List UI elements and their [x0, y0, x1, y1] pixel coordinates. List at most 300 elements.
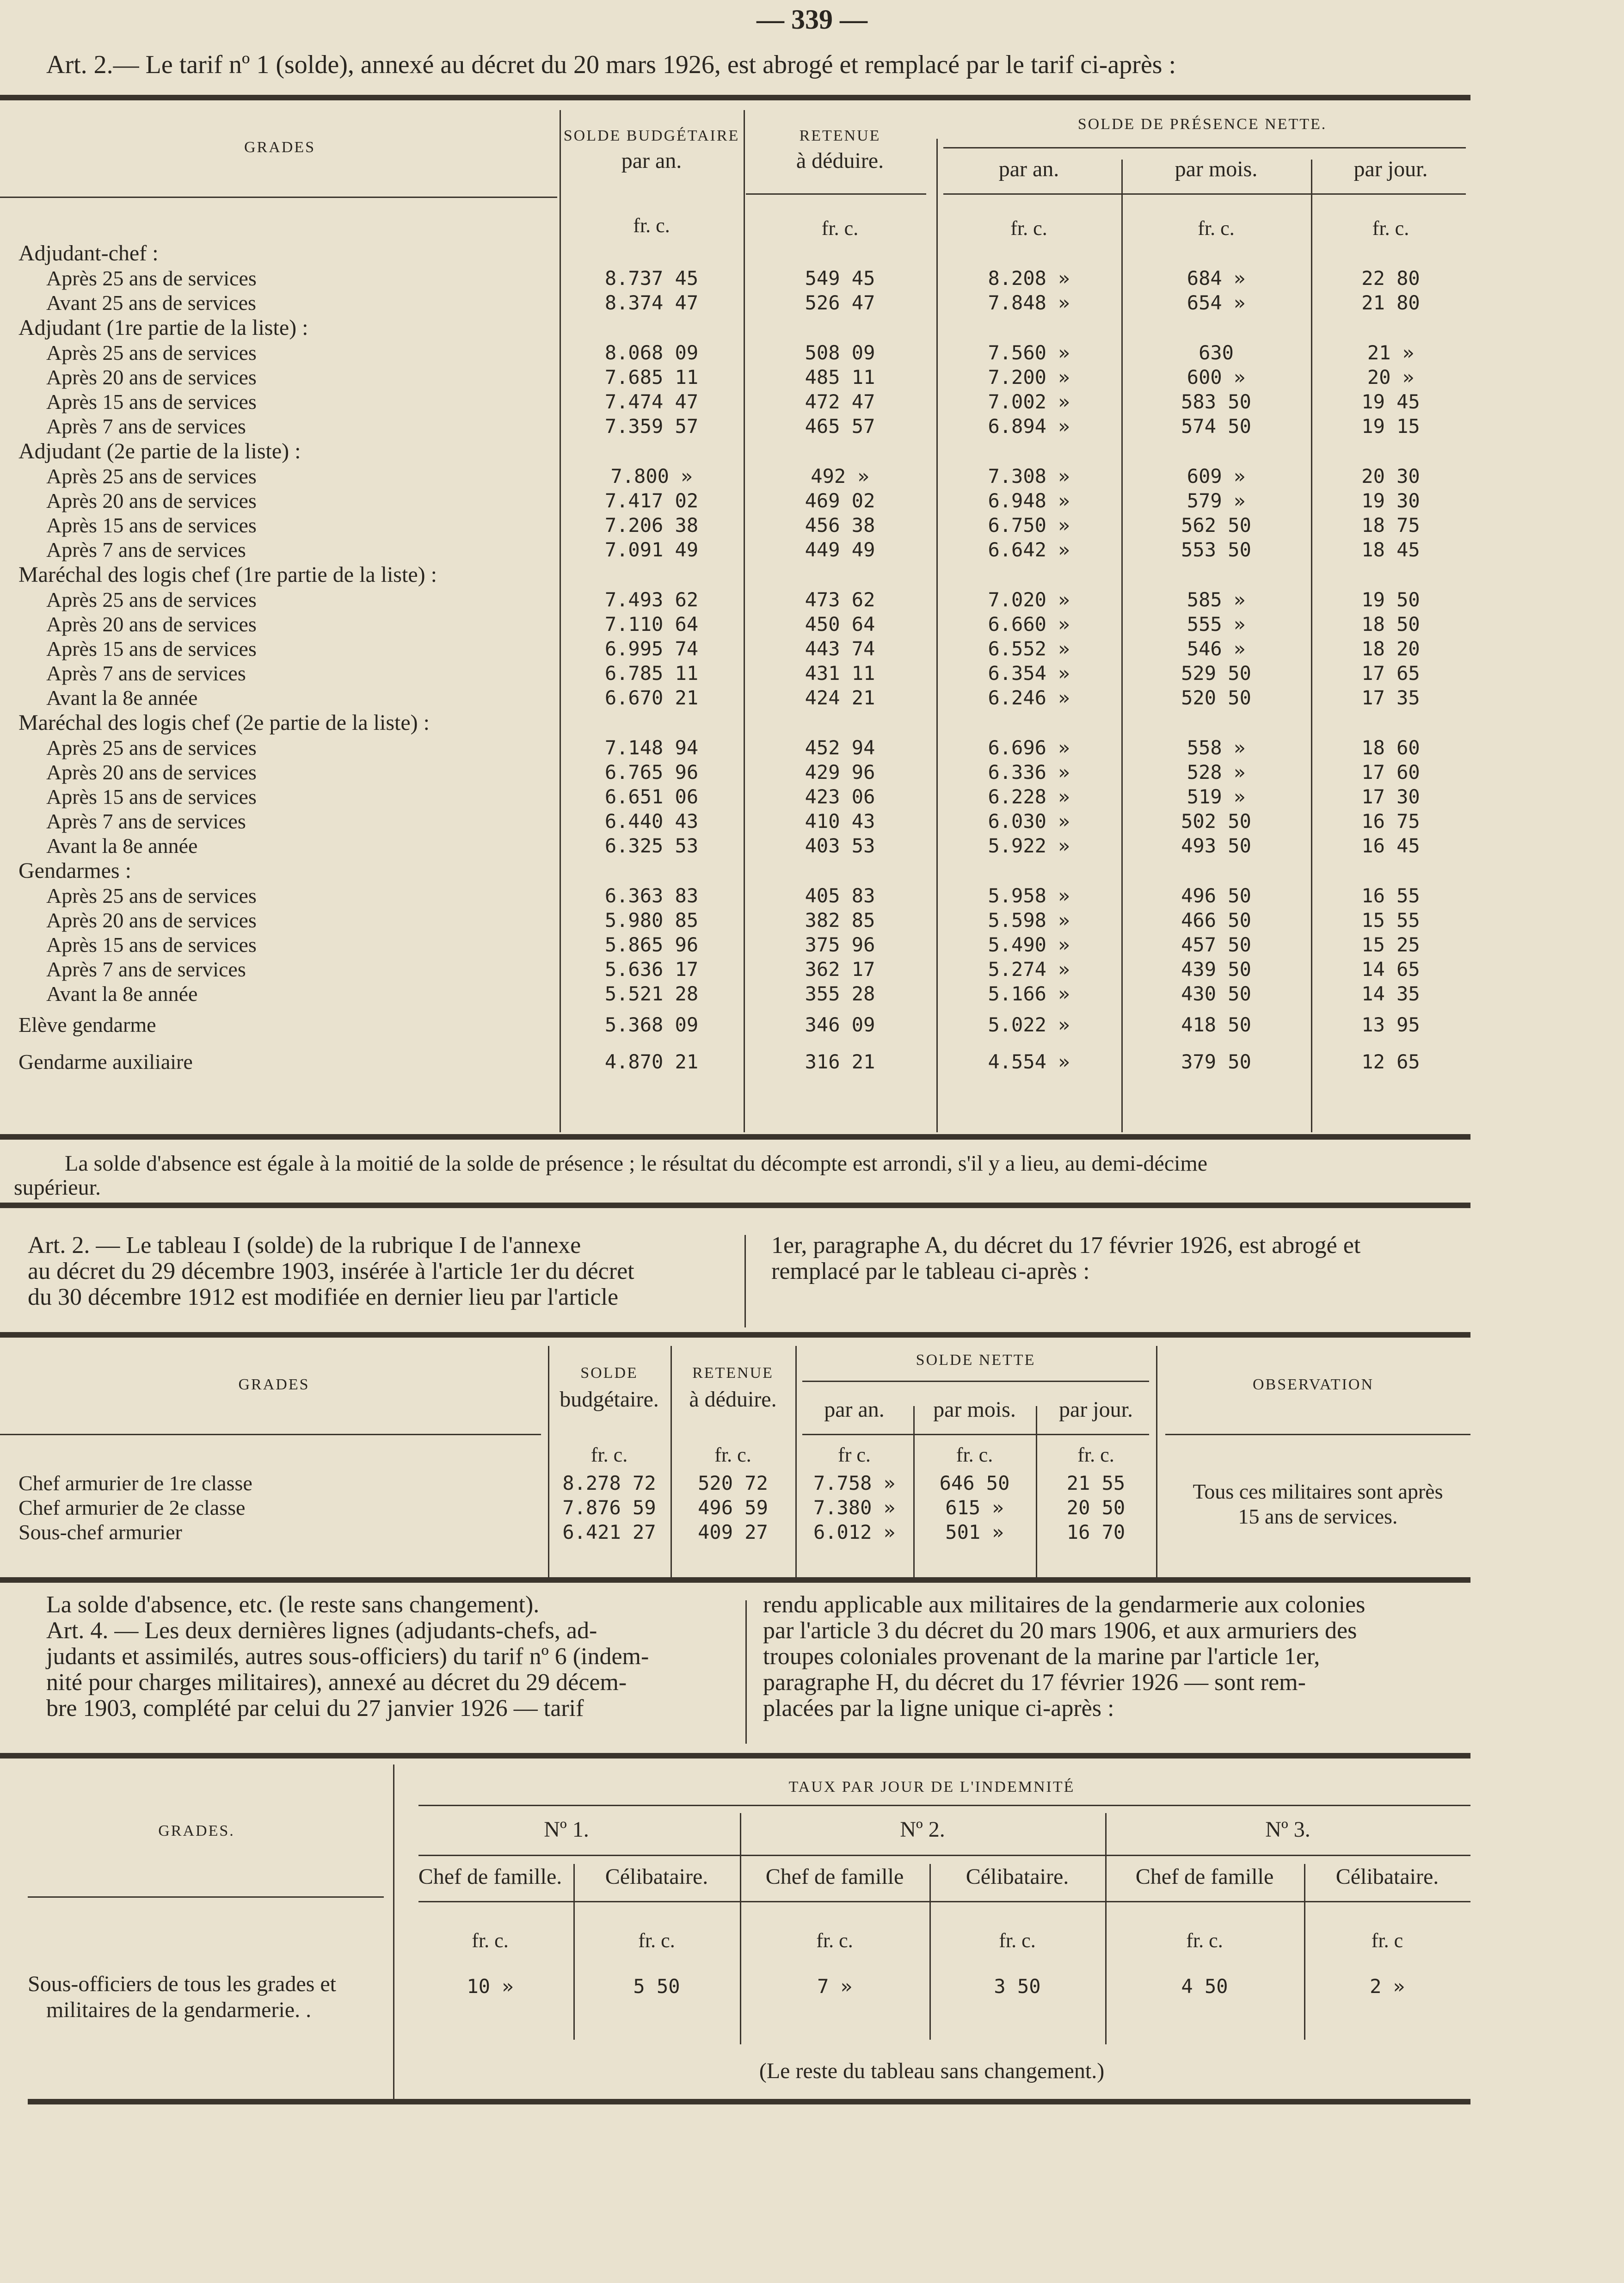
row-label: Après 7 ans de services [46, 957, 246, 981]
table-cell: 7.685 11 [604, 366, 699, 389]
table-cell: 6.421 27 [562, 1521, 656, 1543]
header-par-jour: par jour. [1059, 1397, 1133, 1422]
table-cell: 7.200 » [988, 366, 1070, 389]
header-n2: Nº 2. [900, 1817, 945, 1842]
unit-label: fr. c. [821, 217, 859, 240]
table-row [18, 513, 1470, 537]
table-cell: 4.870 21 [604, 1050, 699, 1073]
table-cell: 7 » [817, 1975, 852, 1998]
table-cell: 431 11 [805, 662, 875, 685]
table-cell: 7.800 » [610, 465, 693, 487]
header-n1: Nº 1. [544, 1817, 589, 1842]
header-solde-budgetaire: SOLDE BUDGÉTAIRE [563, 127, 740, 144]
table-cell: 14 65 [1361, 958, 1420, 981]
table-cell: 18 45 [1361, 538, 1420, 561]
table-cell: 410 43 [805, 810, 875, 833]
table-cell: 18 75 [1361, 514, 1420, 537]
note-solde-absence-cont: supérieur. [14, 1175, 101, 1200]
text-line: Sous-officiers de tous les grades et [28, 1972, 336, 1996]
table-cell: 409 27 [698, 1521, 768, 1543]
table-cell: 17 35 [1361, 686, 1420, 709]
row-label: Chef armurier de 2e classe [18, 1496, 246, 1519]
table-cell: 485 11 [805, 366, 875, 389]
table-cell [744, 858, 936, 883]
table-cell: 585 » [1187, 588, 1246, 611]
table-cell: 452 94 [805, 736, 875, 759]
header-celib-1: Célibataire. [605, 1864, 708, 1889]
table-3-footer: (Le reste du tableau sans changement.) [759, 2059, 1105, 2083]
table-row [18, 612, 1470, 636]
table-cell: 346 09 [805, 1013, 875, 1036]
table-cell [560, 710, 744, 735]
header-par-jour: par jour. [1353, 157, 1428, 181]
table-cell [560, 241, 744, 266]
header-solde-nette: SOLDE NETTE [916, 1351, 1036, 1369]
table-cell: 19 30 [1361, 489, 1420, 512]
row-label: Après 20 ans de services [46, 760, 257, 784]
header-retenue: RETENUE [692, 1364, 774, 1382]
table-cell: 654 » [1187, 291, 1246, 314]
table-cell: 7.493 62 [604, 588, 699, 611]
row-label: Sous-chef armurier [18, 1520, 182, 1544]
text-line: au décret du 29 décembre 1903, insérée à l'article 1er du décret [28, 1258, 634, 1284]
table-cell: 15 25 [1361, 933, 1420, 956]
text-line: placées par la ligne unique ci-après : [763, 1695, 1114, 1722]
table-cell: 526 47 [805, 291, 875, 314]
page-number: — 339 — [757, 4, 867, 35]
table-cell [936, 315, 1121, 340]
row-label: Après 25 ans de services [46, 736, 257, 759]
table-2-body [18, 1471, 1156, 1544]
table-cell: 20 30 [1361, 465, 1420, 487]
text-line: Art. 4. — Les deux dernières lignes (adjudants-chefs, ad- [46, 1617, 597, 1644]
table-row [18, 981, 1470, 1006]
table-cell: 496 59 [698, 1496, 768, 1519]
table-cell: 6.030 » [988, 810, 1070, 833]
group-label: Gendarmes : [18, 858, 131, 883]
row-label: Après 25 ans de services [46, 341, 257, 364]
row-label: Elève gendarme [18, 1012, 156, 1037]
table-cell: 6.948 » [988, 489, 1070, 512]
table-cell: 18 60 [1361, 736, 1420, 759]
table-cell: 615 » [945, 1496, 1004, 1519]
table-row [18, 340, 1470, 365]
header-retenue: RETENUE [799, 127, 881, 144]
article-4-right-paragraph [763, 1592, 1365, 1722]
row-label: Après 20 ans de services [46, 489, 257, 512]
table-cell: 375 96 [805, 933, 875, 956]
table-cell: 600 » [1187, 366, 1246, 389]
table-cell: 684 » [1187, 267, 1246, 290]
table-cell [1311, 562, 1470, 587]
table-row [18, 833, 1470, 858]
table-cell: 6.642 » [988, 538, 1070, 561]
table-cell [744, 562, 936, 587]
unit-label: fr. c. [999, 1929, 1036, 1952]
table-cell: 473 62 [805, 588, 875, 611]
unit-label: fr. c. [638, 1929, 675, 1952]
table-cell: 423 06 [805, 785, 875, 808]
header-grades: GRADES [238, 1376, 310, 1393]
row-label: Avant la 8e année [46, 982, 198, 1006]
note-solde-absence: La solde d'absence est égale à la moitié de la solde de présence ; le résultat du décompte est arrondi, s'il y a lieu, au demi-décime [65, 1151, 1208, 1176]
table-cell: 496 50 [1181, 884, 1251, 907]
table-row [18, 957, 1470, 981]
text-line: du 30 décembre 1912 est modifiée en dernier lieu par l'article [28, 1284, 619, 1310]
row-label: Avant la 8e année [46, 686, 198, 710]
table-cell: 403 53 [805, 834, 875, 857]
table-cell [1121, 438, 1311, 464]
table-cell: 7.110 64 [604, 613, 699, 636]
table-row [18, 636, 1470, 661]
table-cell [744, 438, 936, 464]
table-row [18, 488, 1470, 513]
table-cell: 7.091 49 [604, 538, 699, 561]
table-cell [1311, 315, 1470, 340]
table-cell [744, 315, 936, 340]
row-label: Après 15 ans de services [46, 513, 257, 537]
row-label: Après 25 ans de services [46, 464, 257, 488]
table-cell: 449 49 [805, 538, 875, 561]
unit-label: fr. c. [1077, 1444, 1114, 1466]
unit-label: fr. c. [714, 1444, 751, 1466]
header-celib-3: Célibataire. [1335, 1864, 1439, 1889]
group-label: Maréchal des logis chef (2e partie de la liste) : [18, 710, 430, 735]
unit-label: fr. c. [816, 1929, 853, 1952]
table-cell: 5.022 » [988, 1013, 1070, 1036]
table-cell: 5.490 » [988, 933, 1070, 956]
unit-label: fr. c [1371, 1929, 1403, 1952]
table-cell [1121, 315, 1311, 340]
header-n3: Nº 3. [1265, 1817, 1310, 1842]
table-cell: 609 » [1187, 465, 1246, 487]
table-cell: 443 74 [805, 637, 875, 660]
table-cell: 457 50 [1181, 933, 1251, 956]
row-label: Après 20 ans de services [46, 612, 257, 636]
table-cell: 21 55 [1066, 1472, 1126, 1494]
table-cell: 5.636 17 [604, 958, 699, 981]
table-row [18, 685, 1470, 710]
table-group-row [18, 241, 1470, 266]
table-cell: 355 28 [805, 982, 875, 1005]
table-cell: 6.552 » [988, 637, 1070, 660]
table-cell: 6.750 » [988, 514, 1070, 537]
table-cell: 5.980 85 [604, 909, 699, 932]
table-cell: 6.325 53 [604, 834, 699, 857]
table-cell: 316 21 [805, 1050, 875, 1073]
row-label: Après 25 ans de services [46, 266, 257, 290]
header-par-mois: par mois. [933, 1397, 1016, 1422]
row-label: Après 7 ans de services [46, 414, 246, 438]
group-label: Adjudant-chef : [18, 241, 159, 265]
row-label: Après 7 ans de services [46, 538, 246, 561]
table-cell: 17 30 [1361, 785, 1420, 808]
unit-label: fr. c. [633, 214, 670, 237]
table-cell: 6.995 74 [604, 637, 699, 660]
table-cell: 5.598 » [988, 909, 1070, 932]
table-cell: 7.876 59 [562, 1496, 656, 1519]
row-label: Avant 25 ans de services [46, 291, 256, 315]
table-cell: 549 45 [805, 267, 875, 290]
table-cell [744, 241, 936, 266]
table-cell: 7.474 47 [604, 390, 699, 413]
table-cell [560, 315, 744, 340]
row-label: Après 20 ans de services [46, 365, 257, 389]
table-cell: 405 83 [805, 884, 875, 907]
table-cell [936, 438, 1121, 464]
table-cell: 430 50 [1181, 982, 1251, 1005]
table-cell: 6.440 43 [604, 810, 699, 833]
unit-label: fr. c. [1010, 217, 1047, 240]
table-cell [936, 858, 1121, 883]
text-line: nité pour charges militaires), annexé au décret du 29 décem- [46, 1669, 627, 1696]
table-cell: 579 » [1187, 489, 1246, 512]
table-cell: 529 50 [1181, 662, 1251, 685]
header-chef-3: Chef de famille [1135, 1864, 1274, 1889]
table-cell: 21 80 [1361, 291, 1420, 314]
table-cell: 5.865 96 [604, 933, 699, 956]
table-cell: 19 15 [1361, 415, 1420, 438]
table-cell: 555 » [1187, 613, 1246, 636]
header-solde: SOLDE [580, 1364, 638, 1382]
table-cell: 520 50 [1181, 686, 1251, 709]
header-celib-2: Célibataire. [966, 1864, 1069, 1889]
table-cell [936, 241, 1121, 266]
header-taux: TAUX PAR JOUR DE L'INDEMNITÉ [788, 1778, 1075, 1796]
table-cell: 6.894 » [988, 415, 1070, 438]
table-cell: 7.758 » [813, 1472, 895, 1494]
table-cell: 508 09 [805, 341, 875, 364]
table-cell: 21 » [1367, 341, 1415, 364]
table-cell: 3 50 [994, 1975, 1041, 1998]
table-cell: 5.368 09 [604, 1013, 699, 1036]
table-cell: 6.363 83 [604, 884, 699, 907]
table-cell: 8.208 » [988, 267, 1070, 290]
text-line: militaires de la gendarmerie. . [46, 1998, 312, 2022]
table-cell: 6.765 96 [604, 761, 699, 784]
row-label: Après 15 ans de services [46, 933, 257, 956]
text-line: La solde d'absence, etc. (le reste sans changement). [46, 1592, 540, 1618]
table-row [18, 883, 1470, 908]
table-cell: 2 » [1370, 1975, 1405, 1998]
row-label: Après 20 ans de services [46, 908, 257, 932]
table-row [18, 587, 1470, 612]
article-2-left-paragraph [28, 1233, 634, 1310]
header-par-an: par an. [998, 157, 1059, 181]
unit-label: fr. c. [1186, 1929, 1223, 1952]
table-cell: 5.922 » [988, 834, 1070, 857]
table-cell: 5.958 » [988, 884, 1070, 907]
table-cell: 492 » [811, 465, 869, 487]
table-cell: 382 85 [805, 909, 875, 932]
header-retenue-sub: à déduire. [689, 1387, 777, 1412]
text-line: Tous ces militaires sont après [1193, 1480, 1443, 1503]
table-cell: 20 » [1367, 366, 1415, 389]
table-cell [1121, 710, 1311, 735]
header-chef-2: Chef de famille [765, 1864, 904, 1889]
table-cell [744, 710, 936, 735]
text-line: rendu applicable aux militaires de la gendarmerie aux colonies [763, 1592, 1366, 1618]
header-solde-sub: budgétaire. [560, 1387, 659, 1412]
article-4-left-paragraph [46, 1592, 649, 1722]
table-cell [1121, 858, 1311, 883]
row-label: Après 25 ans de services [46, 588, 257, 611]
table-cell: 7.359 57 [604, 415, 699, 438]
table-cell: 5.274 » [988, 958, 1070, 981]
table-cell: 501 » [945, 1521, 1004, 1543]
table-3-row-label [28, 1971, 336, 2023]
table-cell: 8.737 45 [604, 267, 699, 290]
text-line: par l'article 3 du décret du 20 mars 1906, et aux armuriers des [763, 1617, 1357, 1644]
table-cell: 493 50 [1181, 834, 1251, 857]
header-par-an: par an. [824, 1397, 885, 1422]
table-cell: 19 50 [1361, 588, 1420, 611]
table-cell: 6.228 » [988, 785, 1070, 808]
table-row [18, 1471, 1156, 1495]
table-cell: 7.002 » [988, 390, 1070, 413]
table-cell: 5.166 » [988, 982, 1070, 1005]
table-cell [560, 438, 744, 464]
unit-label: fr. c. [1372, 217, 1409, 240]
table-cell: 13 95 [1361, 1013, 1420, 1036]
table-cell: 20 50 [1066, 1496, 1126, 1519]
table-row [18, 784, 1470, 809]
table-row [18, 1495, 1156, 1520]
table-cell: 7.206 38 [604, 514, 699, 537]
table-cell: 472 47 [805, 390, 875, 413]
unit-label: fr. c. [1198, 217, 1235, 240]
table-cell: 5 50 [633, 1975, 680, 1998]
table-cell: 450 64 [805, 613, 875, 636]
table-cell: 7.848 » [988, 291, 1070, 314]
text-line: remplacé par le tableau ci-après : [771, 1258, 1090, 1284]
table-cell: 379 50 [1181, 1050, 1251, 1073]
text-line: judants et assimilés, autres sous-officiers) du tarif nº 6 (indem- [46, 1643, 649, 1670]
table-row [18, 365, 1470, 389]
header-observation: OBSERVATION [1252, 1376, 1374, 1393]
article-2-title: Art. 2.— Le tarif nº 1 (solde), annexé au décret du 20 mars 1926, est abrogé et remplacé par le tarif ci-après : [46, 50, 1176, 79]
table-cell: 6.012 » [813, 1521, 895, 1543]
table-row [18, 1006, 1470, 1043]
table-cell [936, 562, 1121, 587]
text-line: Art. 2. — Le tableau I (solde) de la rubrique I de l'annexe [28, 1232, 581, 1259]
table-row [18, 464, 1470, 488]
observation-note [1165, 1479, 1470, 1529]
text-line: 15 ans de services. [1238, 1505, 1398, 1528]
table-cell: 6.354 » [988, 662, 1070, 685]
table-cell: 583 50 [1181, 390, 1251, 413]
table-cell: 7.380 » [813, 1496, 895, 1519]
table-cell [1311, 858, 1470, 883]
unit-label: fr. c. [956, 1444, 993, 1466]
header-solde-presence: SOLDE DE PRÉSENCE NETTE. [1077, 116, 1327, 133]
table-cell [560, 858, 744, 883]
table-cell: 17 60 [1361, 761, 1420, 784]
table-cell: 466 50 [1181, 909, 1251, 932]
table-cell: 14 35 [1361, 982, 1420, 1005]
table-cell [936, 710, 1121, 735]
table-cell: 19 45 [1361, 390, 1420, 413]
table-row [18, 735, 1470, 760]
table-cell: 8.068 09 [604, 341, 699, 364]
table-row [18, 414, 1470, 438]
table-cell: 646 50 [939, 1472, 1010, 1494]
row-label: Après 15 ans de services [46, 785, 257, 808]
table-cell: 469 02 [805, 489, 875, 512]
table-cell: 4.554 » [988, 1050, 1070, 1073]
unit-label: fr. c. [591, 1444, 628, 1466]
table-row [18, 537, 1470, 562]
table-cell: 6.246 » [988, 686, 1070, 709]
header-grades: GRADES. [158, 1822, 235, 1839]
table-1-body [18, 241, 1470, 1080]
table-cell: 18 20 [1361, 637, 1420, 660]
text-line: bre 1903, complété par celui du 27 janvier 1926 — tarif [46, 1695, 584, 1722]
table-cell: 16 70 [1066, 1521, 1126, 1543]
table-cell: 553 50 [1181, 538, 1251, 561]
table-cell: 574 50 [1181, 415, 1251, 438]
table-group-row [18, 858, 1470, 883]
table-cell: 439 50 [1181, 958, 1251, 981]
table-cell [1311, 438, 1470, 464]
table-cell: 5.521 28 [604, 982, 699, 1005]
header-solde-budgetaire-sub: par an. [621, 148, 682, 173]
table-row [18, 908, 1470, 932]
header-grades: GRADES [244, 139, 316, 156]
table-cell: 630 [1199, 341, 1234, 364]
table-cell: 7.560 » [988, 341, 1070, 364]
table-cell [560, 562, 744, 587]
table-cell: 7.308 » [988, 465, 1070, 487]
table-cell: 10 » [467, 1975, 514, 1998]
table-cell: 465 57 [805, 415, 875, 438]
header-chef-1: Chef de famille. [418, 1864, 562, 1889]
row-label: Chef armurier de 1re classe [18, 1471, 252, 1495]
table-group-row [18, 315, 1470, 340]
table-cell: 519 » [1187, 785, 1246, 808]
group-label: Adjudant (1re partie de la liste) : [18, 315, 308, 340]
table-cell: 418 50 [1181, 1013, 1251, 1036]
header-par-mois: par mois. [1175, 157, 1258, 181]
table-cell: 16 55 [1361, 884, 1420, 907]
table-cell: 6.336 » [988, 761, 1070, 784]
table-cell: 6.670 21 [604, 686, 699, 709]
table-cell: 8.278 72 [562, 1472, 656, 1494]
table-cell [1311, 710, 1470, 735]
table-cell: 520 72 [698, 1472, 768, 1494]
table-group-row [18, 562, 1470, 587]
table-cell: 6.696 » [988, 736, 1070, 759]
row-label: Gendarme auxiliaire [18, 1049, 193, 1074]
table-cell: 546 » [1187, 637, 1246, 660]
table-cell: 4 50 [1181, 1975, 1228, 1998]
table-row [18, 290, 1470, 315]
unit-label: fr. c. [472, 1929, 509, 1952]
text-line: troupes coloniales provenant de la marine par l'article 1er, [763, 1643, 1320, 1670]
table-cell: 16 75 [1361, 810, 1420, 833]
table-cell: 7.148 94 [604, 736, 699, 759]
table-cell: 562 50 [1181, 514, 1251, 537]
unit-label: fr c. [838, 1444, 871, 1466]
table-cell: 15 55 [1361, 909, 1420, 932]
table-row [18, 809, 1470, 833]
table-cell: 7.020 » [988, 588, 1070, 611]
table-cell [1311, 241, 1470, 266]
table-cell [1121, 241, 1311, 266]
table-cell: 8.374 47 [604, 291, 699, 314]
table-cell: 502 50 [1181, 810, 1251, 833]
table-row [18, 661, 1470, 685]
